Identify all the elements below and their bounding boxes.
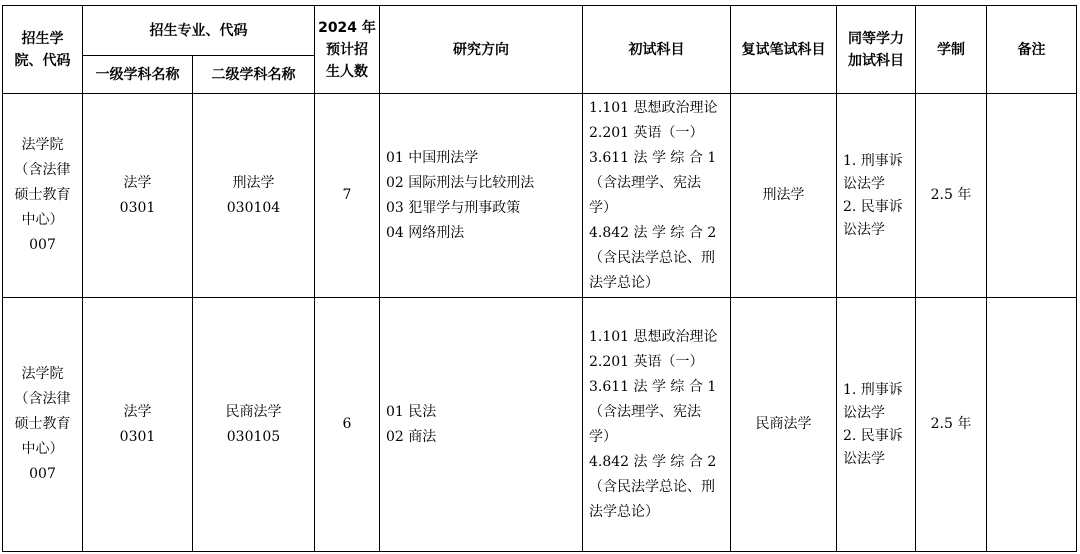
header-major-group: 招生专业、代码: [83, 6, 315, 56]
header-row-1: [3, 6, 1077, 56]
direction-item: 04 网络刑法: [386, 224, 465, 241]
direction-item: 02 国际刑法与比较刑法: [386, 174, 535, 191]
header-direction: 研究方向: [380, 6, 583, 94]
quota-cell: 7: [315, 94, 380, 298]
equiv-line: 2. 民事诉: [843, 427, 903, 444]
level1-cell: [83, 298, 193, 552]
header-duration: 学制: [916, 6, 987, 94]
level2-code: 030104: [226, 199, 281, 216]
equiv-line: 1. 刑事诉: [843, 381, 903, 398]
table-row: [3, 94, 1077, 298]
table-row: [3, 298, 1077, 552]
duration-cell: 2.5 年: [916, 94, 987, 298]
prelim-line: 法学总论）: [589, 503, 659, 520]
direction-item: 02 商法: [386, 428, 437, 445]
equiv-line: 讼法学: [843, 175, 885, 192]
header-retest: 复试笔试科目: [731, 6, 837, 94]
remarks-cell: [987, 94, 1077, 298]
quota-cell: 6: [315, 298, 380, 552]
remarks-cell: [987, 298, 1077, 552]
prelim-line: 1.101 思想政治理论: [589, 99, 718, 116]
header-level2: 二级学科名称: [193, 56, 315, 94]
retest-cell: 民商法学: [731, 298, 837, 552]
prelim-line: 1.101 思想政治理论: [589, 328, 718, 345]
prelim-line: 3.611 法 学 综 合 1: [589, 149, 717, 166]
level1-code: 0301: [119, 428, 156, 445]
header-quota-line: 生人数: [326, 63, 368, 80]
equiv-line: 2. 民事诉: [843, 198, 903, 215]
level2-code: 030105: [226, 428, 281, 445]
direction-item: 01 民法: [386, 403, 437, 420]
college-line: 中心）: [21, 441, 64, 457]
level2-name: 民商法学: [225, 403, 282, 420]
level1-code: 0301: [119, 199, 156, 216]
header-college-line: 招生学: [21, 30, 64, 47]
college-line: 法学院: [21, 366, 64, 382]
retest-cell: 刑法学: [731, 94, 837, 298]
equiv-cell: [837, 94, 916, 298]
header-equiv-line: 加试科目: [848, 52, 904, 69]
prelim-line: 3.611 法 学 综 合 1: [589, 378, 717, 395]
college-cell: [3, 298, 83, 552]
college-line: 硕士教育: [14, 187, 71, 203]
prelim-line: （含民法学总论、刑: [589, 478, 715, 495]
header-equiv-line: 同等学力: [848, 30, 904, 47]
equiv-cell: [837, 298, 916, 552]
prelim-line: （含法理学、宪法: [589, 174, 701, 191]
direction-item: 03 犯罪学与刑事政策: [386, 199, 521, 216]
college-line: 硕士教育: [14, 416, 71, 432]
header-quota-line: 预计招: [326, 41, 368, 58]
header-equiv: [837, 6, 916, 94]
header-college-line: 院、代码: [14, 52, 71, 69]
header-level1: 一级学科名称: [83, 56, 193, 94]
level1-name: 法学: [123, 403, 152, 420]
prelim-line: （含法理学、宪法: [589, 403, 701, 420]
equiv-line: 讼法学: [843, 404, 885, 421]
prelim-cell: [583, 298, 731, 552]
level2-cell: [193, 298, 315, 552]
college-line: 007: [29, 466, 56, 482]
direction-cell: [380, 298, 583, 552]
header-prelim: 初试科目: [583, 6, 731, 94]
prelim-line: （含民法学总论、刑: [589, 249, 715, 266]
prelim-cell: [583, 94, 731, 298]
prelim-line: 学）: [589, 428, 617, 445]
prelim-line: 2.201 英语（一）: [589, 124, 704, 141]
equiv-line: 讼法学: [843, 221, 885, 238]
college-line: （含法律: [14, 391, 71, 407]
equiv-line: 1. 刑事诉: [843, 152, 903, 169]
level2-name: 刑法学: [232, 174, 275, 191]
college-cell: [3, 94, 83, 298]
header-remarks: 备注: [987, 6, 1077, 94]
header-quota-line: 2024 年: [318, 19, 376, 36]
college-line: 法学院: [21, 137, 64, 153]
direction-item: 01 中国刑法学: [386, 149, 479, 166]
admissions-table: [2, 5, 1077, 552]
prelim-line: 法学总论）: [589, 274, 659, 291]
equiv-line: 讼法学: [843, 450, 885, 467]
prelim-line: 4.842 法 学 综 合 2: [589, 453, 717, 470]
level1-name: 法学: [123, 174, 152, 191]
direction-cell: [380, 94, 583, 298]
college-line: 中心）: [21, 212, 64, 228]
prelim-line: 2.201 英语（一）: [589, 353, 704, 370]
level2-cell: [193, 94, 315, 298]
college-line: （含法律: [14, 162, 71, 178]
prelim-line: 4.842 法 学 综 合 2: [589, 224, 717, 241]
prelim-line: 学）: [589, 199, 617, 216]
college-line: 007: [29, 237, 56, 253]
header-college: [3, 6, 83, 94]
header-quota: [315, 6, 380, 94]
duration-cell: 2.5 年: [916, 298, 987, 552]
level1-cell: [83, 94, 193, 298]
